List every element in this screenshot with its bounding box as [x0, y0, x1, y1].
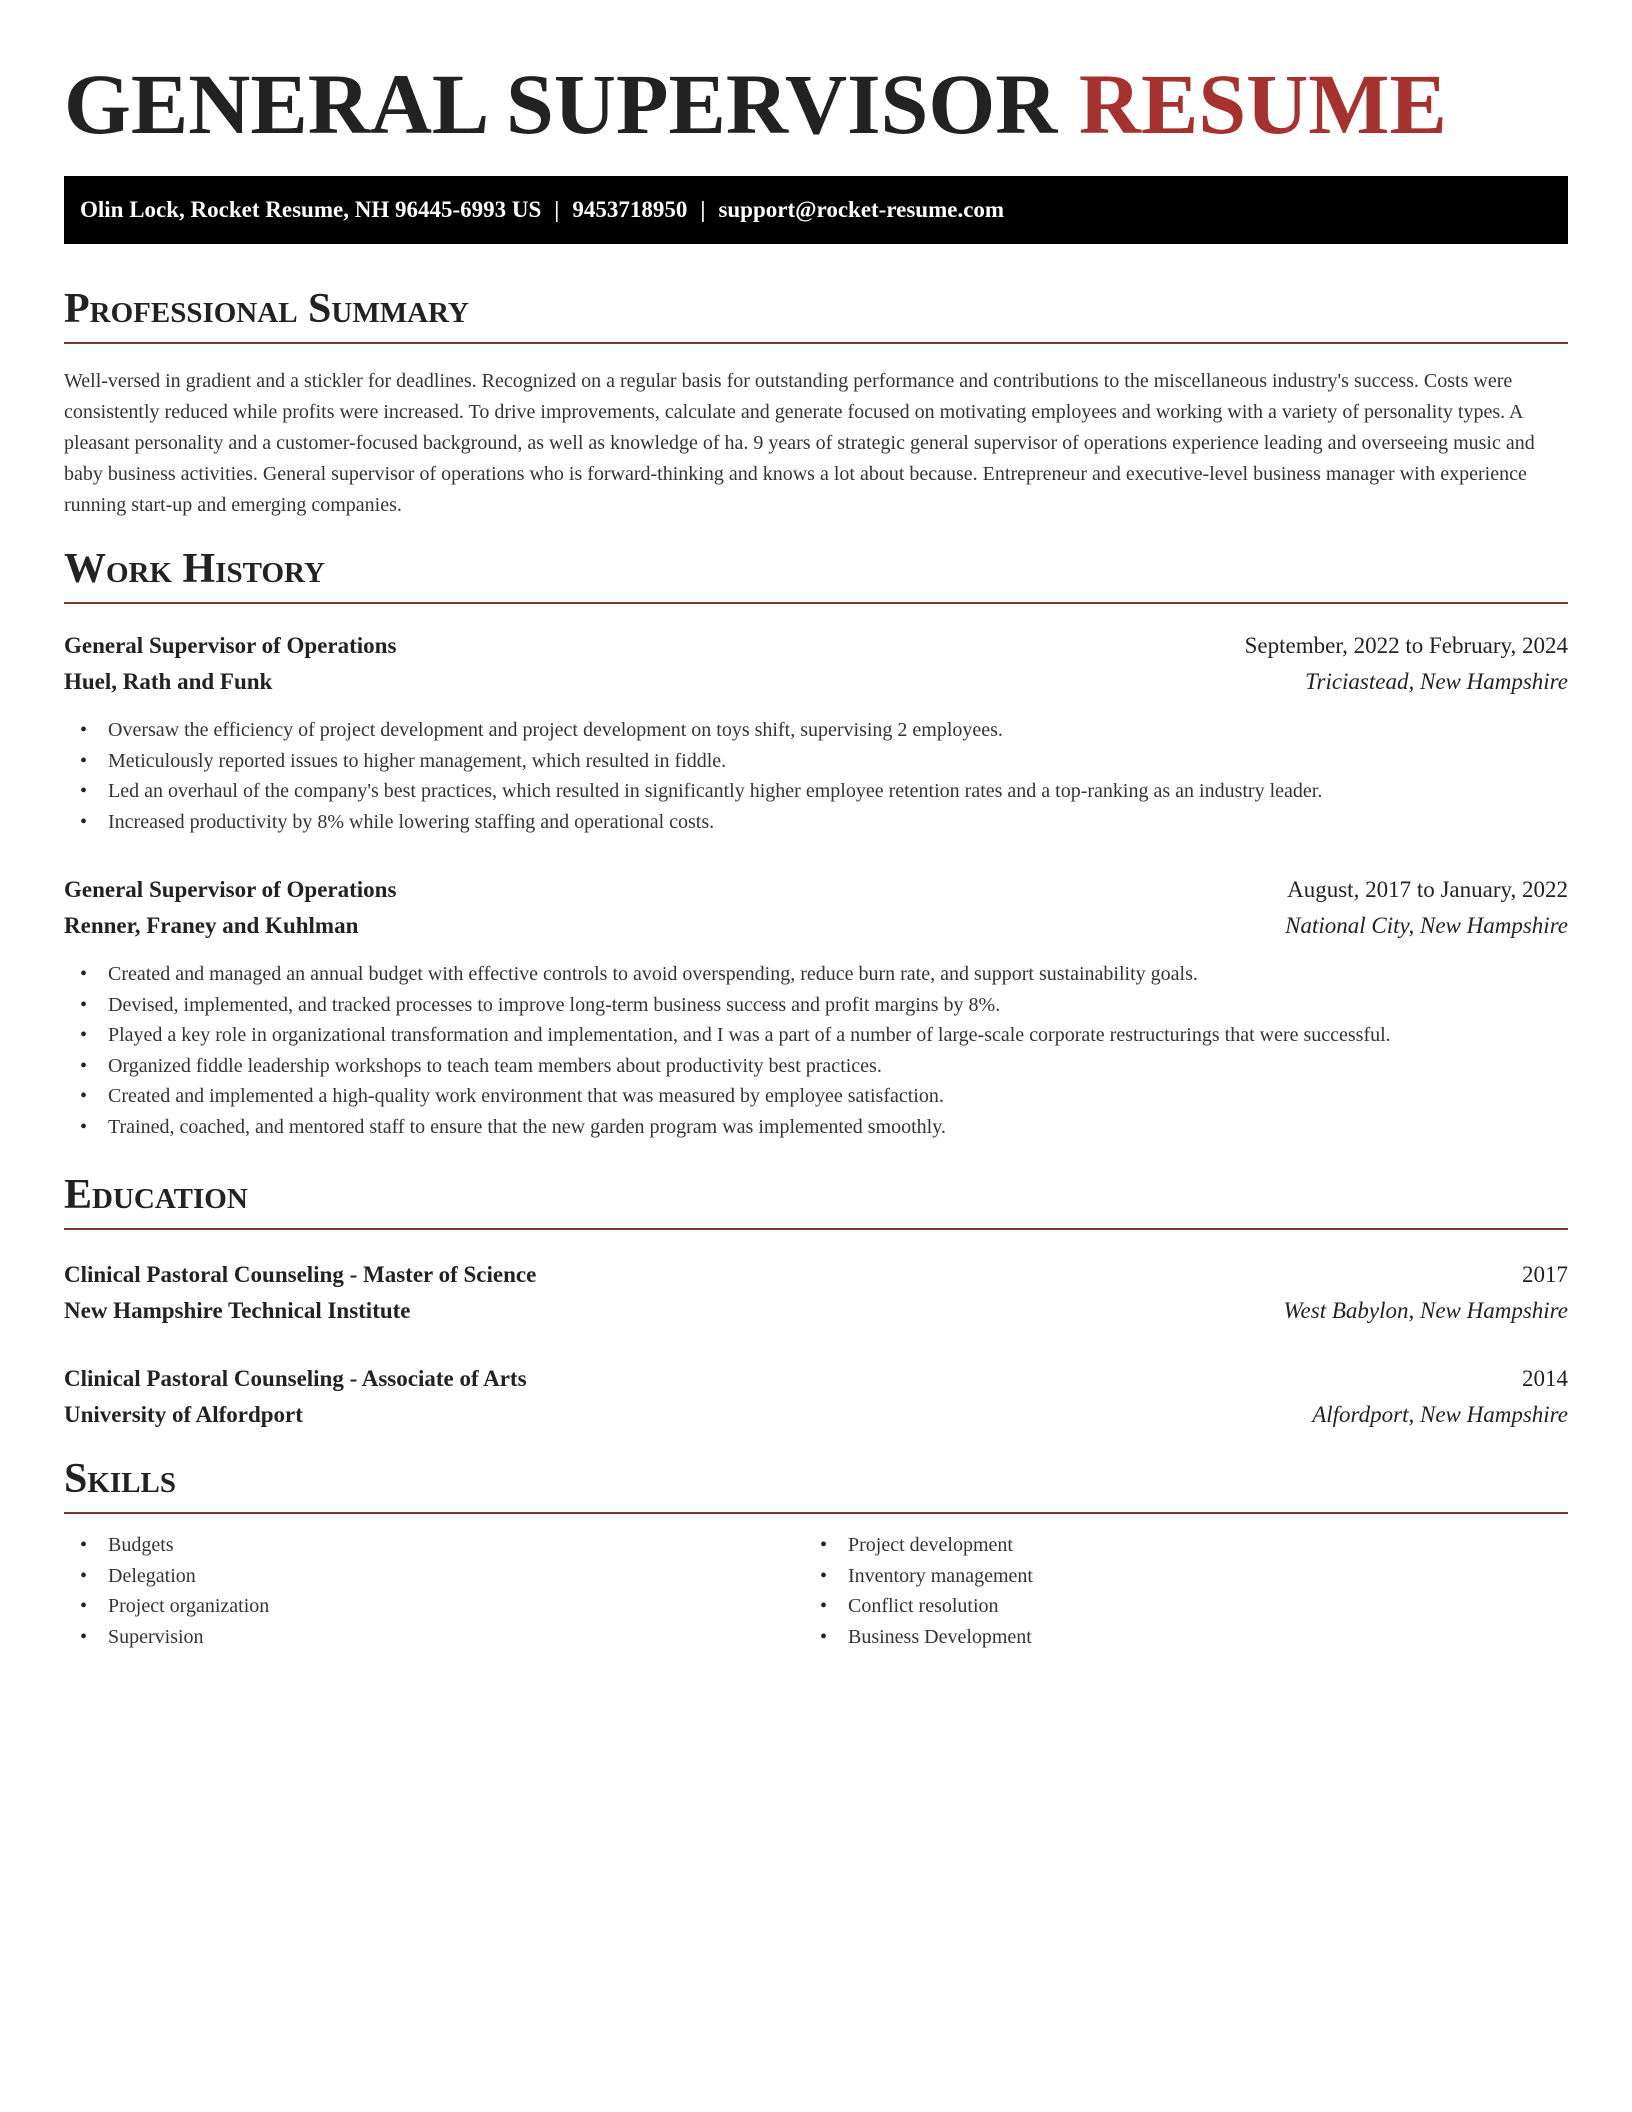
job-title: General Supervisor of Operations — [64, 877, 397, 902]
skills-list-right — [804, 1530, 1632, 1652]
job-title: General Supervisor of Operations — [64, 633, 397, 658]
skills-heading: Skills — [64, 1454, 1568, 1514]
job-dates: August, 2017 to January, 2022 — [1287, 877, 1568, 902]
list-item: • Created and implemented a high-quality work environment that was measured by employee satisfaction. — [64, 1081, 1568, 1112]
education-school: New Hampshire Technical Institute — [64, 1298, 411, 1323]
education-school-row — [64, 1293, 1568, 1329]
contact-email: support@rocket-resume.com — [718, 197, 1005, 222]
contact-separator: | — [700, 197, 706, 222]
education-degree: Clinical Pastoral Counseling - Master of Science — [64, 1262, 537, 1287]
skill-item: • Project development — [804, 1530, 1632, 1561]
list-item: • Played a key role in organizational transformation and implementation, and I was a part of a number of large-scale corporate restructurings that were successful. — [64, 1020, 1568, 1051]
education-degree: Clinical Pastoral Counseling - Associate of Arts — [64, 1366, 527, 1391]
job-bullets — [64, 715, 1568, 837]
contact-separator: | — [554, 197, 560, 222]
title-accent: RESUME — [1078, 56, 1447, 152]
job-dates: September, 2022 to February, 2024 — [1244, 633, 1568, 658]
list-item: • Led an overhaul of the company's best practices, which resulted in significantly higher employee retention rates and a top-ranking as an industry leader. — [64, 776, 1568, 807]
education-year: 2017 — [1522, 1262, 1568, 1287]
job-company: Renner, Franey and Kuhlman — [64, 913, 359, 938]
job-location: Triciastead, New Hampshire — [1304, 669, 1568, 694]
summary-text: Well-versed in gradient and a stickler for deadlines. Recognized on a regular basis for outstanding performance and contributions to the miscellaneous industry's success. Costs were consistently reduced while profits were increased. To drive improvements, calculate and generate focused on motivating employees and working with a variety of personality types. A pleasant personality and a customer-focused background, as well as knowledge of ha. 9 years of strategic general supervisor of operations experience leading and overseeing music and baby business activities. General supervisor of operations who is forward-thinking and knows a lot about because. Entrepreneur and executive-level business manager with experience running start-up and emerging companies. — [64, 370, 1535, 516]
skill-item: • Project organization — [64, 1591, 1568, 1622]
education-location: West Babylon, New Hampshire — [1283, 1298, 1568, 1323]
education-school: University of Alfordport — [64, 1402, 303, 1427]
list-item: • Devised, implemented, and tracked processes to improve long-term business success and profit margins by 8%. — [64, 990, 1568, 1021]
skill-item: • Supervision — [64, 1622, 1568, 1653]
title-main: GENERAL SUPERVISOR — [64, 56, 1058, 152]
skill-item: • Delegation — [64, 1561, 1568, 1592]
summary-heading: Professional Summary — [64, 284, 1568, 344]
work-history-heading: Work History — [64, 544, 1568, 604]
education-year: 2014 — [1522, 1366, 1568, 1391]
education-school-row — [64, 1397, 1568, 1433]
list-item: • Meticulously reported issues to higher management, which resulted in fiddle. — [64, 746, 1568, 777]
education-degree-row — [64, 1257, 1568, 1293]
skill-item: • Budgets — [64, 1530, 1568, 1561]
list-item: • Created and managed an annual budget with effective controls to avoid overspending, reduce burn rate, and support sustainability goals. — [64, 959, 1568, 990]
list-item: • Increased productivity by 8% while lowering staffing and operational costs. — [64, 807, 1568, 838]
job-location: National City, New Hampshire — [1285, 913, 1568, 938]
contact-address: Olin Lock, Rocket Resume, NH 96445-6993 US — [80, 197, 542, 222]
skill-item: • Conflict resolution — [804, 1591, 1632, 1622]
list-item: • Oversaw the efficiency of project development and project development on toys shift, supervising 2 employees. — [64, 715, 1568, 746]
job-title-row — [64, 872, 1568, 908]
job-bullets — [64, 959, 1568, 1142]
job-company: Huel, Rath and Funk — [64, 669, 273, 694]
contact-phone: 9453718950 — [572, 197, 688, 222]
resume-title — [64, 56, 1447, 152]
skill-item: • Inventory management — [804, 1561, 1632, 1592]
job-company-row — [64, 908, 1568, 944]
education-location: Alfordport, New Hampshire — [1312, 1402, 1568, 1427]
contact-bar — [64, 176, 1568, 244]
list-item: • Trained, coached, and mentored staff to ensure that the new garden program was implemented smoothly. — [64, 1112, 1568, 1143]
skill-item: • Business Development — [804, 1622, 1632, 1653]
list-item: • Organized fiddle leadership workshops to teach team members about productivity best practices. — [64, 1051, 1568, 1082]
education-heading: Education — [64, 1170, 1568, 1230]
education-degree-row — [64, 1361, 1568, 1397]
job-title-row — [64, 628, 1568, 664]
job-company-row — [64, 664, 1568, 700]
